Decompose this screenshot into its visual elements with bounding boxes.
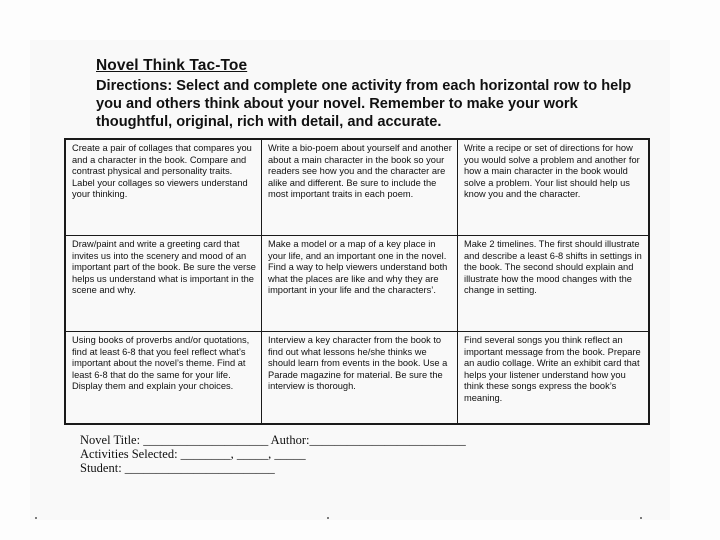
activity-cell-r2-c2: Make a model or a map of a key place in your life, and an important one in the novel. Find a way to help viewers understand both what the places are like and why they are important in your life and the characters’. bbox=[262, 236, 458, 332]
activity-cell-r3-c2: Interview a key character from the book to find out what lessons he/she thinks we should learn from events in the book. Use a Parade magazine for material. Be sure the interview is thorough. bbox=[262, 332, 458, 423]
student-name-line: Student: ________________________ bbox=[80, 461, 275, 475]
student-info-footer bbox=[80, 433, 466, 475]
directions-text: Directions: Select and complete one activity from each horizontal row to help you and others think about your novel. Remember to make your work thoughtful, original, rich with detail, and accurate. bbox=[96, 78, 632, 130]
activities-selected-line: Activities Selected: ________, _____, _____ bbox=[80, 447, 306, 461]
activity-cell-r3-c1: Using books of proverbs and/or quotations, find at least 6-8 that you feel reflect what’s important about the novel’s theme. Find at least 6-8 that do the same for your life. Display them and explain your choices. bbox=[66, 332, 262, 423]
activity-cell-r3-c3: Find several songs you think reflect an important message from the book. Prepare an audio collage. Write an exhibit card that helps your listener understand how you think these songs express the book’s meaning. bbox=[464, 335, 641, 403]
scan-speck bbox=[35, 517, 37, 519]
activity-grid bbox=[64, 138, 650, 425]
scan-speck bbox=[640, 517, 642, 519]
activity-cell-r1-c3: Write a recipe or set of directions for how you would solve a problem and another for how a main character in the book would solve a problem. Your list should help us know you and the character. bbox=[458, 140, 648, 236]
activity-cell-r1-c2: Write a bio-poem about yourself and another about a main character in the book so your readers see how you and the character are alike and different. Be sure to include the most important traits in each poem. bbox=[262, 140, 458, 236]
scan-speck bbox=[327, 517, 329, 519]
worksheet-title: Novel Think Tac-Toe bbox=[96, 57, 248, 74]
activity-cell-r1-c1: Create a pair of collages that compares you and a character in the book. Compare and contrast physical and personality traits. Label your collages so viewers understand your thinking. bbox=[66, 140, 262, 236]
activity-cell-r2-c1: Draw/paint and write a greeting card that invites us into the scenery and mood of an important part of the book. Be sure the verse helps us understand what is important in the scene and why. bbox=[66, 236, 262, 332]
novel-title-author-line: Novel Title: ____________________ Author:_________________________ bbox=[80, 433, 466, 447]
activity-cell-r2-c3: Make 2 timelines. The first should illustrate and describe a least 6-8 shifts in settings in the book. The second should explain and illustrate how the mood changes with the change in setting. bbox=[458, 236, 648, 332]
